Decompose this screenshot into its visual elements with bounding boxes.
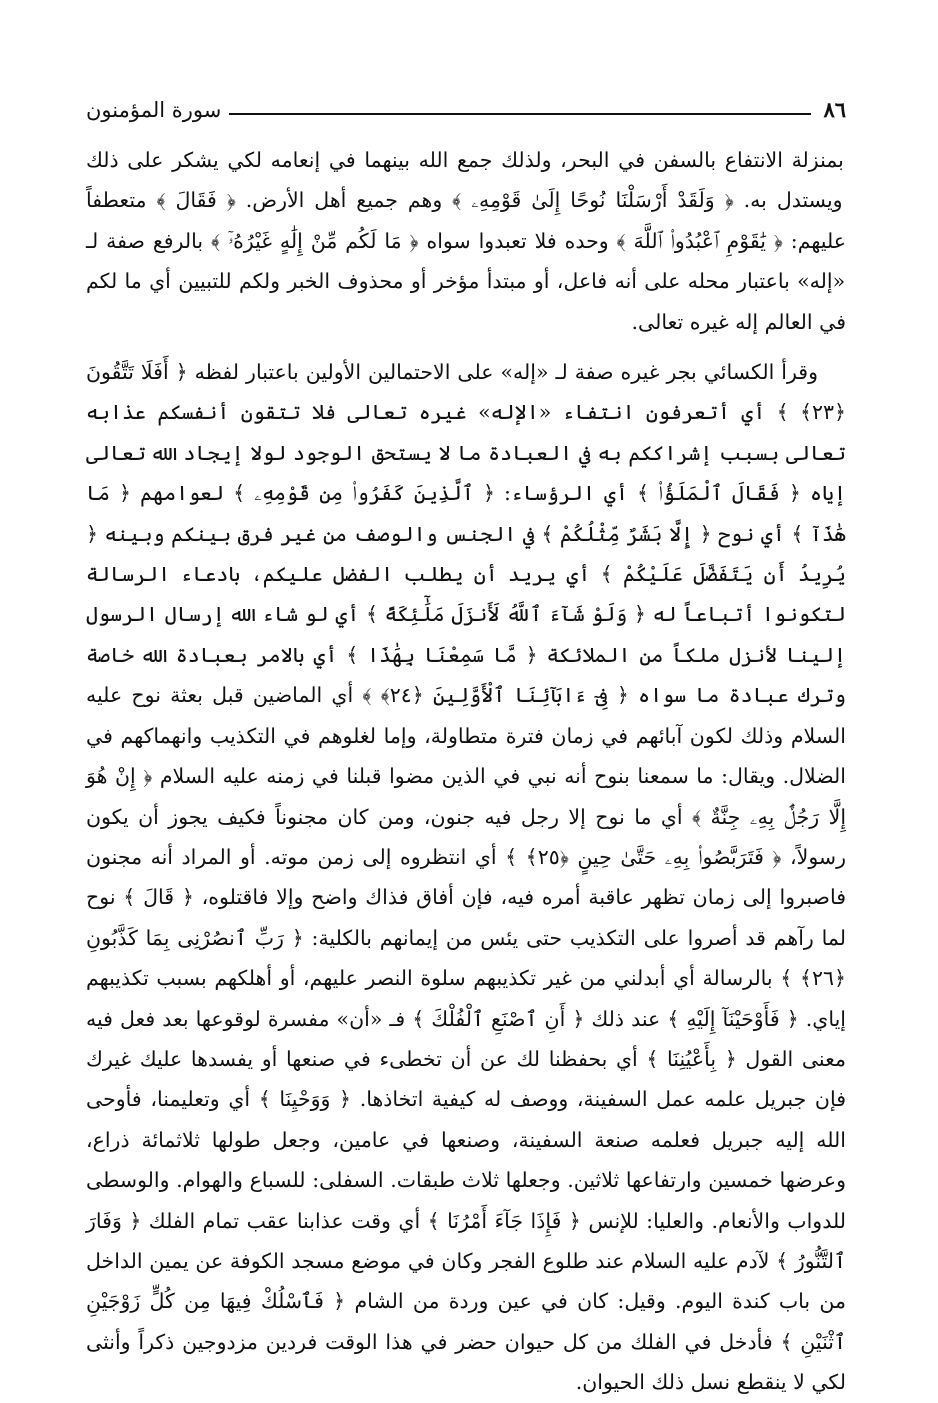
- page-header: [86, 88, 846, 122]
- text-line: عليكم، بادعاء الرسالة لتكونوا أتباعاً له ﴿ وَلَوْ شَآءَ ٱللَّهُ لَأَنزَلَ مَلَٰٓئِكَةً ﴾ أي لو شاء الله إرسال: [86, 562, 846, 627]
- text-line: عليهم، أو أهلكهم بسبب تكذيبهم إياي. ﴿ فَأَوْحَيْنَآ إِلَيْهِ ﴾ عند ذلك ﴿ أَنِ ٱصْنَعِ ٱلْفُلْكَ ﴾: [86, 966, 846, 1031]
- text-line: باعتبار محله على أنه فاعل، أو مبتدأ مؤخر أو محذوف الخبر ولكم للتبيين أي ما لكم: [86, 269, 790, 294]
- text-line: ما سواه ﴿ فِىٓ ءَابَآئِنَا ٱلْأَوَّلِينَ ﴿٢٤﴾ ﴾ أي الماضين قبل بعثة نوح عليه السلام وذلك لكون آبائهم في: [86, 683, 846, 748]
- text-line: وقرأ الكسائي بجر غيره صفة لـ «إله» على الاحتمالين الأولين باعتبار لفظه ﴿ أَفَلَا: [133, 360, 818, 385]
- text-line: ويستدل به. ﴿ وَلَقَدْ أَرْسَلْنَا نُوحًا إِلَىٰ قَوْمِهِۦ ﴾ وهم جميع أهل الأرض. ﴿ فَقَالَ ﴾ متعطفاً: [86, 188, 843, 213]
- text-line: فـ «أن» مفسرة لوقوعها بعد فعل فيه معنى القول ﴿ بِأَعْيُنِنَا ﴾ أي بحفظنا لك عن أن تخطىء في: [86, 1006, 846, 1071]
- text-line: في العالم إله غيره تعالى.: [631, 309, 846, 334]
- text-line: وجعل طولها ثلاثمائة ذراع، وعرضها خمسين وارتفاعها ثلاثين. وجعلها ثلاث طبقات.: [86, 1127, 846, 1193]
- text-line: موضع مسجد الكوفة عن يمين الداخل من باب كندة اليوم. وقيل: كان في عين وردة من الشام: [86, 1248, 846, 1314]
- text-line: الرؤساء: ﴿ ٱلَّذِينَ كَفَرُوا۟ مِن قَوْمِهِۦ ﴾ لعوامهم ﴿ مَا هَٰذَآ ﴾ أي نوح ﴿ إِلَّا بَشَرٌ مِّثْلُكُمْ ﴾ في الجنس: [86, 481, 846, 546]
- text-line: الرسول إلينا لأنزل ملكاً من الملائكة ﴿ مَّا سَمِعْنَا بِهَٰذَا ﴾ أي بالامر بعبادة الله خاصة وترك عبادة: [86, 602, 847, 708]
- header-rule: [229, 113, 811, 115]
- text-line: والوصف من غير فرق بينكم وبينه ﴿ يُرِيدُ أَن يَتَفَضَّلَ عَلَيْكُمْ ﴾ أي يريد أن يطلب الفضل: [86, 521, 846, 587]
- paragraph-1: [86, 140, 846, 342]
- text-line: فردين مزدوجين ذكراً وأنثى لكي لا ينقطع نسل ذلك الحيوان.: [86, 1329, 846, 1395]
- text-line: صنعها أو يفسدها عليك غيرك فإن جبريل علمه عمل السفينة، ووصف له كيفية اتخاذها.: [86, 1046, 846, 1112]
- text-line: وقت عذابنا عقب تمام الفلك ﴿ وَفَارَ ٱلتَّنُّورُ ﴾ لآدم عليه السلام عند طلوع الفجر وكان في: [86, 1208, 846, 1273]
- text-line: زمان فترة متطاولة، وإما لغلوهم في التكذيب وانهماكهم في الضلال. ويقال: ما سمعنا بنوح: [86, 723, 846, 789]
- text-line: أنه نبي في الذين مضوا قبلنا في زمنه عليه السلام ﴿ إِنْ هُوَ إِلَّا رَجُلٌۢ بِهِۦ جِنَّةٌ ﴾ أي ما نوح إلا رجل: [86, 764, 847, 829]
- text-line: تَتَّقُونَ ﴿٢٣﴾ ﴾ أي أتعرفون انتفاء «الإله» غيره تعالى فلا تتقون أنفسكم عذابه تعالى بسبب: [86, 360, 846, 465]
- page-number: ٨٦: [823, 97, 846, 122]
- text-line: انتظروه إلى زمن موته. أو المراد أنه مجنون فاصبروا إلى زمان تظهر عاقبة أمره فيه، فإن أفاق: [86, 844, 846, 910]
- text-line: بالكلية: ﴿ رَبِّ ٱنصُرْنِى بِمَا كَذَّبُونِ ﴿٢٦﴾ ﴾ بالرسالة أي أبدلني من غير تكذيبهم سلوة النصر: [86, 925, 846, 991]
- text-line: فيه جنون، ومن كان مجنوناً فكيف يجوز أن يكون رسولاً، ﴿ فَتَرَبَّصُوا۟ بِهِۦ حَتَّىٰ حِينٍ ﴿٢٥﴾ ﴾ أي: [86, 804, 846, 869]
- text-line: بمنزلة الانتفاع بالسفن في البحر، ولذلك جمع الله بينهما في إنعامه لكي يشكر على ذلك: [86, 148, 844, 172]
- surah-title: سورة المؤمنون: [86, 98, 222, 122]
- commentary-body: [86, 140, 846, 1403]
- text-line: فذاك واضح وإلا فاقتلوه، ﴿ قَالَ ﴾ نوح لما رآهم قد أصروا على التكذيب حتى يئس من إيمانهم: [86, 885, 846, 950]
- text-line: السفلى: للسباع والهوام. والوسطى للدواب والأنعام. والعليا: للإنس ﴿ فَإِذَا جَآءَ أَمْرُنَا ﴾ أي: [86, 1168, 846, 1233]
- paragraph-2: [86, 352, 846, 1403]
- text-line: ﴿ وَوَحْيِنَا ﴾ أي وتعليمنا، فأوحى الله إليه جبريل فعلمه صنعة السفينة، وصنعها في عامين،: [86, 1087, 846, 1152]
- text-line: عليهم: ﴿ يَٰقَوْمِ ٱعْبُدُوا۟ ٱللَّهَ ﴾ وحده فلا تعبدوا سواه ﴿ مَا لَكُم مِّنْ إِلَٰهٍ غَيْرُهُۥٓ ﴾ بالرفع صفة لـ «إله»: [86, 228, 846, 294]
- text-line: إشراككم به في العبادة ما لا يستحق الوجود لولا إيجاد الله تعالى إياه ﴿ فَقَالَ ٱلْمَلَؤُا۟ ﴾ أي: [86, 440, 846, 506]
- text-line: ﴿ فَٱسْلُكْ فِيهَا مِن كُلٍّ زَوْجَيْنِ ٱثْنَيْنِ ﴾ فأدخل في الفلك من كل حيوان حضر في هذا الوقت: [86, 1289, 847, 1354]
